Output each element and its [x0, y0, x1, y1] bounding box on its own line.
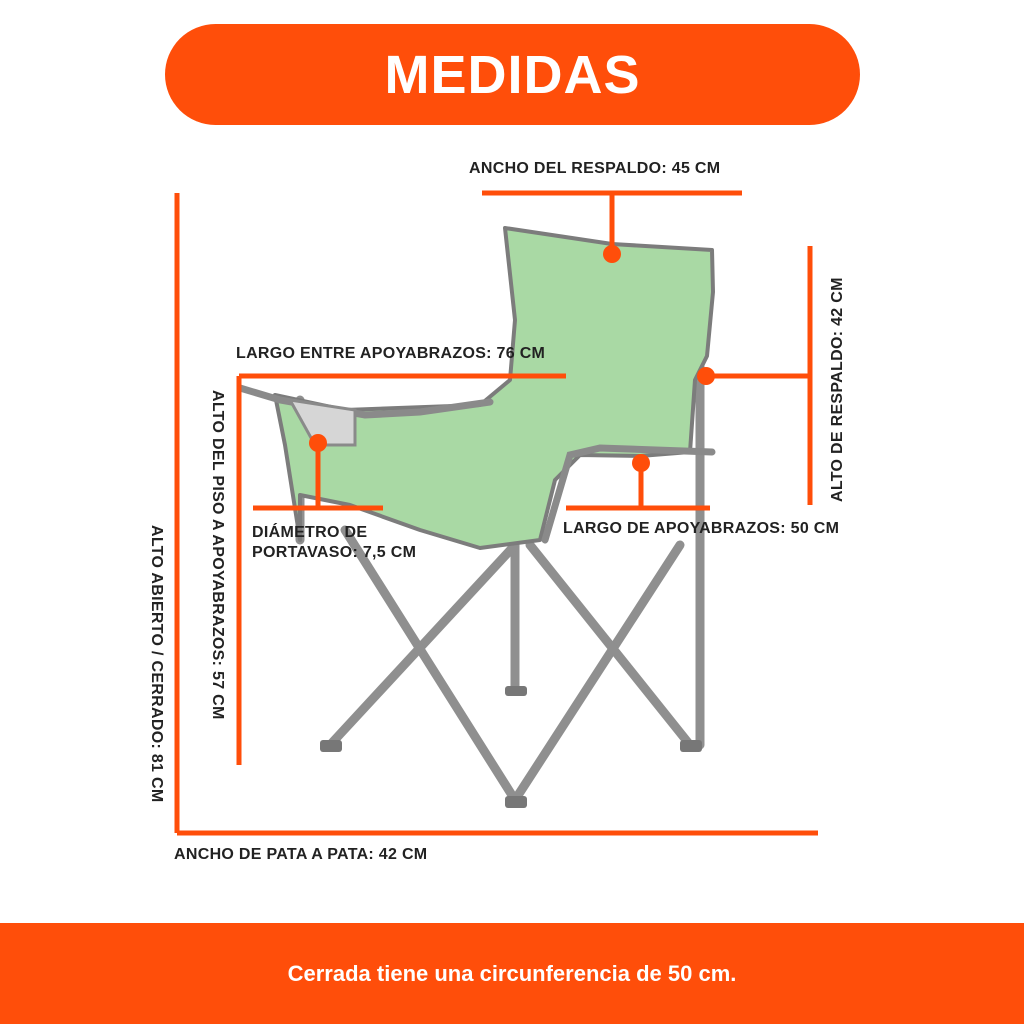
page-title: MEDIDAS: [384, 44, 641, 105]
label-alto-piso-apoyabrazos: ALTO DEL PISO A APOYABRAZOS: 57 CM: [209, 390, 226, 720]
label-ancho-pata-a-pata: ANCHO DE PATA A PATA: 42 CM: [174, 846, 428, 863]
label-largo-apoyabrazos: LARGO DE APOYABRAZOS: 50 CM: [563, 520, 840, 537]
footer-text: Cerrada tiene una circunferencia de 50 cm.: [287, 960, 737, 986]
label-ancho-respaldo: ANCHO DEL RESPALDO: 45 CM: [469, 160, 721, 177]
label-diametro-portavaso-1: DIÁMETRO DE: [252, 524, 368, 541]
footer-banner: [0, 923, 1024, 1024]
label-alto-respaldo: ALTO DE RESPALDO: 42 CM: [829, 277, 846, 502]
label-diametro-portavaso-2: PORTAVASO: 7,5 CM: [252, 544, 417, 561]
label-alto-abierto-cerrado: ALTO ABIERTO / CERRADO: 81 CM: [148, 525, 165, 803]
chair-fabric: [275, 228, 713, 548]
label-largo-entre-apoyabrazos: LARGO ENTRE APOYABRAZOS: 76 CM: [236, 345, 546, 362]
